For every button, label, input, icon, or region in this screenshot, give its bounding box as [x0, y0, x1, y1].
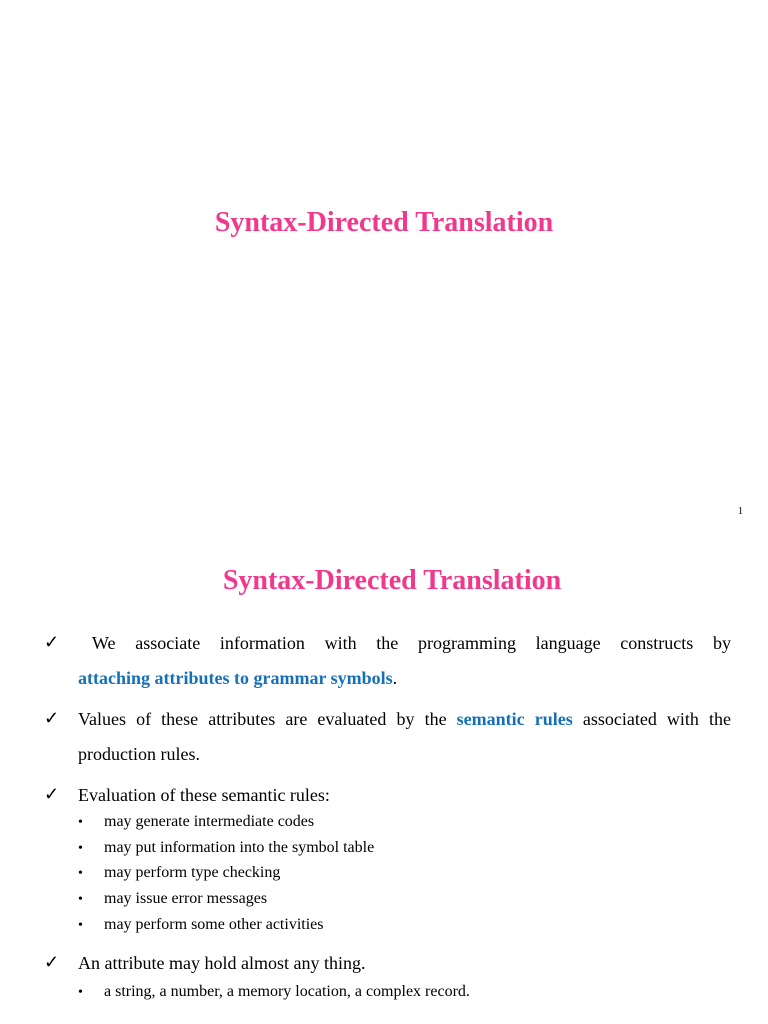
bullet-1-highlight: attaching attributes to grammar symbols — [78, 668, 393, 688]
sub-list-item — [78, 915, 323, 936]
checkmark-icon: ✓ — [44, 632, 60, 652]
bullet-dot-icon: • — [78, 866, 83, 881]
sub-list-item — [78, 889, 267, 910]
bullet-dot-icon: • — [78, 841, 83, 856]
sub-list-item — [78, 863, 280, 884]
checkmark-icon: ✓ — [44, 708, 60, 728]
checkmark-icon: ✓ — [44, 784, 60, 804]
bullet-2-end: associated with the production rules. — [78, 709, 732, 764]
bullet-paragraph-1 — [78, 626, 731, 661]
sub-item-text: may generate intermediate codes — [104, 813, 315, 830]
bullet-paragraph-4 — [78, 946, 731, 981]
sub-item-text: a string, a number, a memory location, a complex record. — [104, 983, 470, 1000]
bullet-1-text: We associate information with the programming language constructs by — [92, 633, 731, 653]
bullet-4-text: An attribute may hold almost any thing. — [78, 953, 366, 973]
bullet-dot-icon: • — [78, 892, 83, 907]
bullet-2-highlight: semantic rules — [456, 709, 573, 729]
sub-list-item — [78, 838, 374, 859]
bullet-dot-icon: • — [78, 815, 83, 830]
slide-1-title: Syntax-Directed Translation — [214, 207, 554, 238]
sub-item-text: may perform some other activities — [104, 916, 324, 933]
bullet-paragraph-2 — [78, 702, 731, 772]
sub-item-text: may perform type checking — [104, 864, 281, 881]
bullet-1-end: . — [392, 668, 398, 688]
bullet-paragraph-3 — [78, 778, 731, 813]
bullet-dot-icon: • — [78, 985, 83, 1000]
bullet-paragraph-1-cont — [78, 661, 731, 696]
sub-item-text: may issue error messages — [104, 890, 268, 907]
sub-list-item — [78, 982, 470, 1003]
sub-list-item — [78, 812, 314, 833]
page-number: 1 — [738, 506, 743, 517]
bullet-2-text: Values of these attributes are evaluated by the — [78, 709, 447, 729]
checkmark-icon: ✓ — [44, 952, 60, 972]
bullet-dot-icon: • — [78, 918, 83, 933]
slide-2-title: Syntax-Directed Translation — [222, 565, 562, 596]
sub-item-text: may put information into the symbol table — [104, 839, 375, 856]
bullet-3-text: Evaluation of these semantic rules: — [78, 785, 330, 805]
